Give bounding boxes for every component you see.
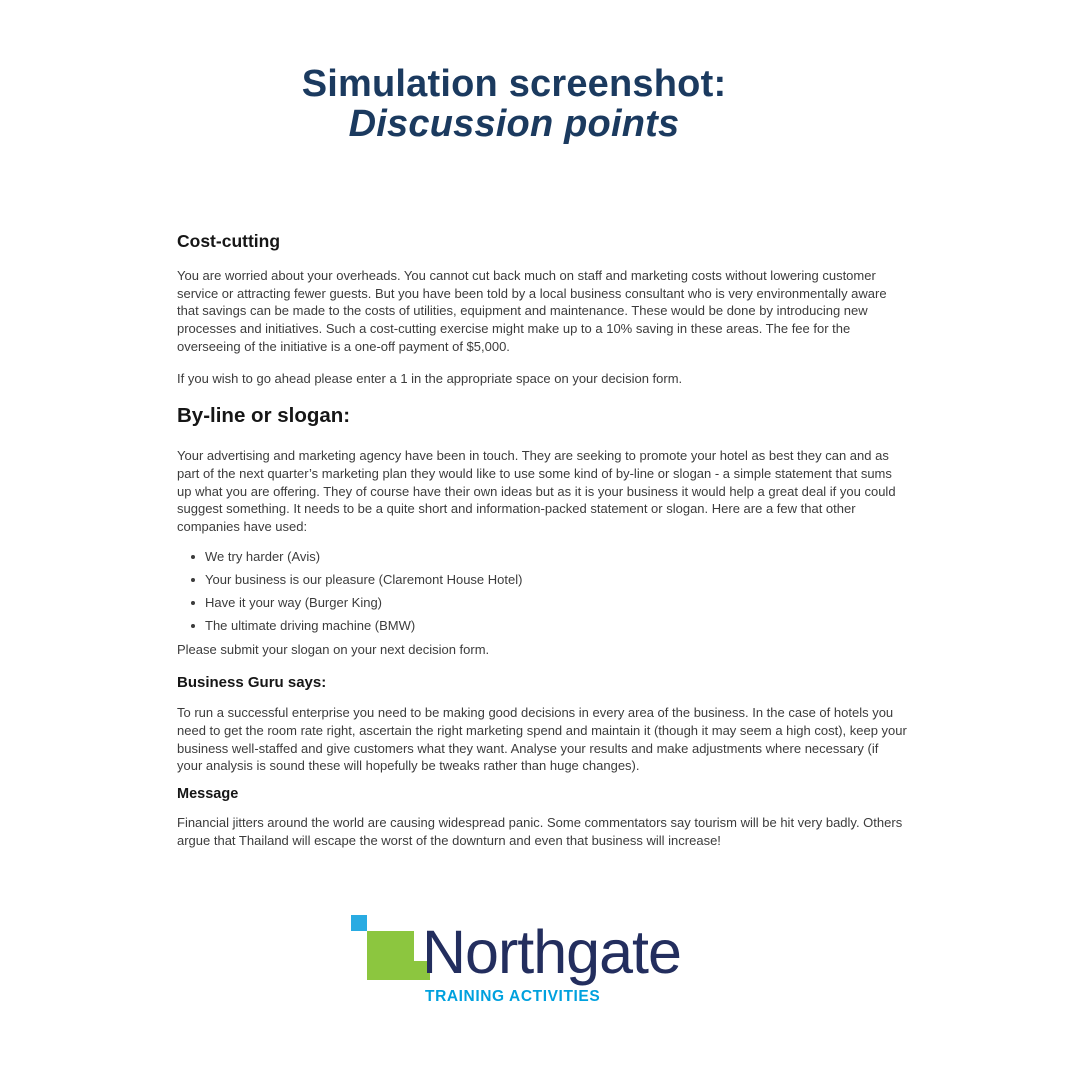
northgate-logo [348,908,748,1008]
logo-green-square-icon [367,931,414,980]
byline-instruction: Please submit your slogan on your next decision form. [177,641,490,657]
list-item: We try harder (Avis) [177,548,907,566]
section-message [177,786,907,849]
section-cost-cutting [177,231,907,387]
list-item: The ultimate driving machine (BMW) [177,617,907,635]
cost-cutting-instruction: If you wish to go ahead please enter a 1 in the appropriate space on your decision form. [177,370,683,386]
logo-blue-square-icon [351,915,367,931]
byline-paragraph: Your advertising and marketing agency have been in touch. They are seeking to promote your hotel as best they can and as part of the next quarter’s marketing plan they would like to use some kind of by-line or slogan - a simple statement that sums up what you are offering. They of course have their own ideas but as it is your business it would help a great deal if you could suggest something. It needs to be a quite short and information-packed statement or slogan. Here are a few that other companies have used: [177,448,896,535]
message-paragraph: Financial jitters around the world are causing widespread panic. Some commentators say tourism will be hit very badly. Others argue that Thailand will escape the worst of the downturn and even that business will increase! [177,815,903,848]
section-business-guru [177,674,907,775]
cost-cutting-heading: Cost-cutting [177,231,281,251]
logo-tagline: TRAINING ACTIVITIES [425,988,601,1005]
section-byline-or-slogan [177,404,907,658]
business-guru-heading: Business Guru says: [177,674,327,692]
message-heading: Message [177,786,239,803]
page-title [0,64,1028,144]
slogan-examples-list [177,548,907,635]
business-guru-paragraph: To run a successful enterprise you need to be making good decisions in every area of the business. In the case of hotels you need to get the room rate right, ascertain the right marketing spend and maintain it (though it may seem a high cost), keep your business well-staffed and give customers what they want. Analyse your results and make adjustments where necessary (if your analysis is sound these will hopefully be tweaks rather than huge changes). [177,705,907,774]
document-body [177,231,907,849]
page-title-line2: Discussion points [348,103,680,145]
byline-heading: By-line or slogan: [177,404,351,428]
list-item: Have it your way (Burger King) [177,594,907,612]
page-title-line1: Simulation screenshot: [301,63,727,105]
list-item: Your business is our pleasure (Claremont House Hotel) [177,571,907,589]
logo-brand-name: Northgate [422,918,681,986]
cost-cutting-paragraph: You are worried about your overheads. You cannot cut back much on staff and marketing costs without lowering customer service or attracting fewer guests. But you have been told by a local business consultant who is very environmentally aware that savings can be made to the costs of utilities, equipment and maintenance. These would be done by introducing new processes and initiatives. Such a cost-cutting exercise might make up to a 10% saving in these areas. The fee for the overseeing of the initiative is a one-off payment of $5,000. [177,268,887,354]
